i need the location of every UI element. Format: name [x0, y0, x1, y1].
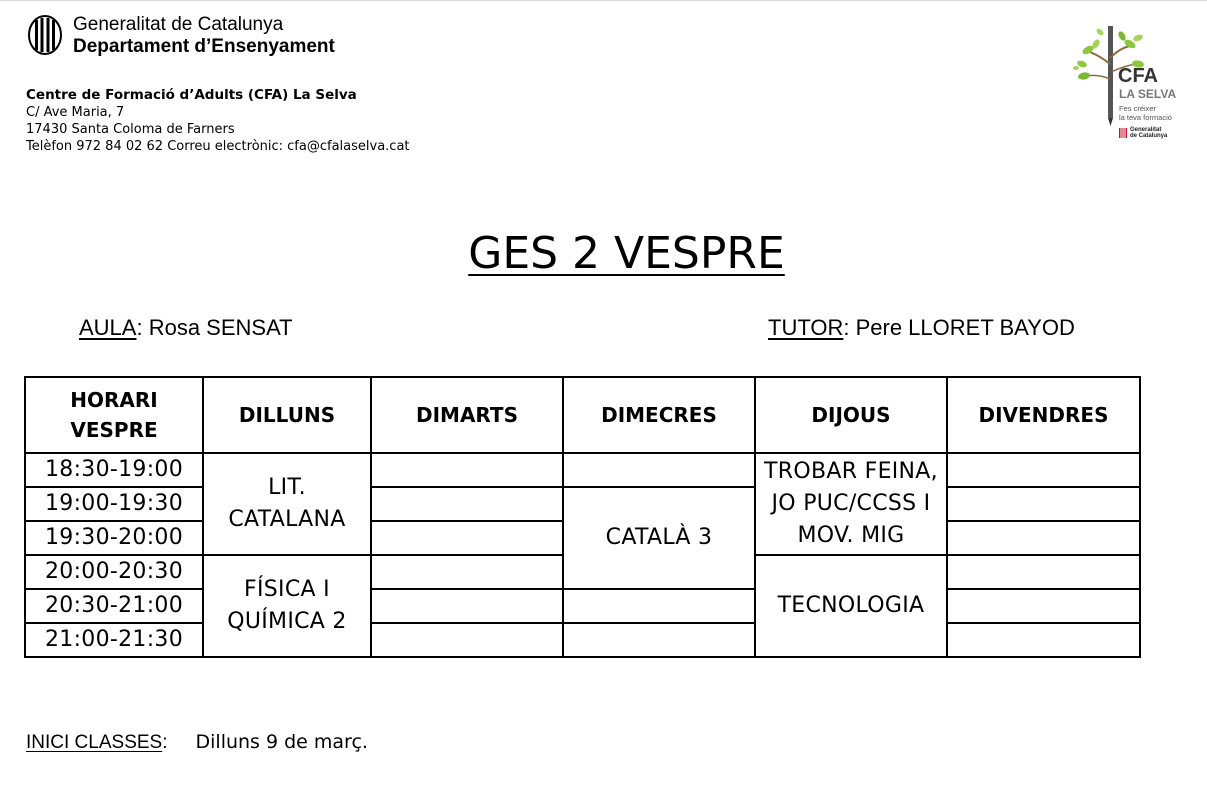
time-cell: 21:00-21:30	[25, 623, 203, 657]
empty-cell	[947, 521, 1140, 555]
time-cell: 20:30-21:00	[25, 589, 203, 623]
table-row	[25, 453, 1140, 487]
cfa-logo	[1072, 24, 1192, 144]
header-dijous: DIJOUS	[755, 377, 947, 453]
centre-city: 17430 Santa Coloma de Farners	[26, 122, 235, 137]
logo-generalitat	[1119, 127, 1167, 139]
generalitat-emblem-icon	[27, 14, 63, 56]
empty-cell	[947, 623, 1140, 657]
empty-cell	[371, 487, 563, 521]
centre-info	[26, 87, 410, 155]
empty-cell	[947, 555, 1140, 589]
logo-tagline-1: Fes créixer	[1119, 104, 1157, 113]
logo-gov-2: de Catalunya	[1130, 133, 1168, 139]
inici-value: Dilluns 9 de març.	[195, 731, 368, 753]
logo-gov-1: Generalitat	[1130, 127, 1162, 133]
dimecres-catala-3: CATALÀ 3	[563, 487, 755, 589]
logo-tagline-2: la teva formació	[1119, 113, 1172, 122]
empty-cell	[563, 453, 755, 487]
dijous-trobar-feina: TROBAR FEINA, JO PUC/CCSS I MOV. MIG	[755, 453, 947, 555]
inici-colon: :	[162, 732, 168, 753]
dilluns-fisica-quimica: FÍSICA I QUÍMICA 2	[203, 555, 371, 657]
centre-name: Centre de Formació d’Adults (CFA) La Selva	[26, 87, 357, 103]
time-cell: 19:30-20:00	[25, 521, 203, 555]
header-dimarts: DIMARTS	[371, 377, 563, 453]
gov-name: Generalitat de Catalunya	[73, 14, 284, 35]
empty-cell	[563, 589, 755, 623]
header-horari: HORARI VESPRE	[25, 377, 203, 453]
tutor-line	[768, 314, 1075, 342]
empty-cell	[371, 453, 563, 487]
tutor-label: TUTOR	[768, 315, 844, 340]
logo-tagline	[1119, 104, 1189, 122]
dilluns-lit-catalana: LIT. CATALANA	[203, 453, 371, 555]
inici-label: INICI CLASSES	[26, 732, 163, 753]
department-name: Departament d’Ensenyament	[73, 36, 335, 57]
aula-value: : Rosa SENSAT	[136, 315, 293, 340]
empty-cell	[371, 521, 563, 555]
empty-cell	[947, 487, 1140, 521]
page-title: GES 2 VESPRE	[468, 228, 785, 279]
table-header-row	[25, 377, 1140, 453]
empty-cell	[371, 555, 563, 589]
header-divendres: DIVENDRES	[947, 377, 1140, 453]
logo-la-selva-text: LA SELVA	[1119, 87, 1177, 101]
centre-contact: Telèfon 972 84 02 62 Correu electrònic: cfa@cfalaselva.cat	[26, 139, 410, 154]
empty-cell	[563, 623, 755, 657]
generalitat-mini-icon	[1119, 128, 1127, 138]
time-cell: 20:00-20:30	[25, 555, 203, 589]
top-border	[0, 0, 1207, 1]
empty-cell	[371, 623, 563, 657]
logo-cfa-text: CFA	[1118, 65, 1158, 87]
table-row	[25, 623, 1140, 657]
empty-cell	[371, 589, 563, 623]
empty-cell	[947, 453, 1140, 487]
header-dilluns: DILLUNS	[203, 377, 371, 453]
tutor-value: : Pere LLORET BAYOD	[843, 315, 1075, 340]
table-row	[25, 589, 1140, 623]
centre-address: C/ Ave Maria, 7	[26, 105, 125, 120]
empty-cell	[947, 589, 1140, 623]
aula-line	[79, 314, 293, 342]
aula-label: AULA	[79, 315, 137, 340]
dijous-tecnologia: TECNOLOGIA	[755, 555, 947, 657]
generalitat-header	[27, 14, 335, 58]
time-cell: 18:30-19:00	[25, 453, 203, 487]
time-cell: 19:00-19:30	[25, 487, 203, 521]
header-dimecres: DIMECRES	[563, 377, 755, 453]
schedule-table	[24, 376, 1141, 658]
table-row	[25, 487, 1140, 521]
inici-classes-line	[26, 730, 368, 755]
